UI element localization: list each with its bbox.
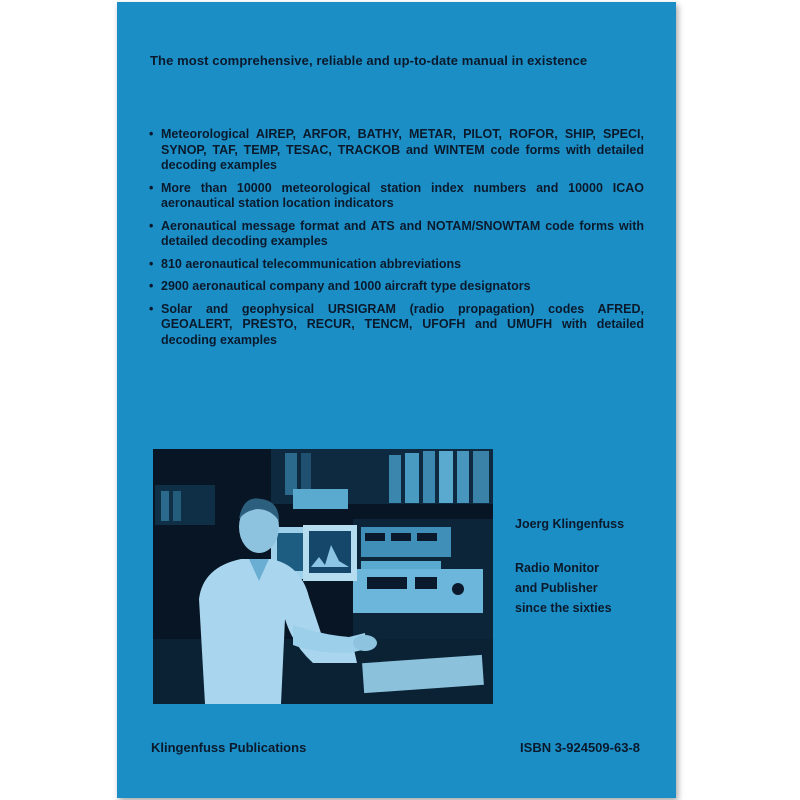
book-back-cover xyxy=(117,2,676,798)
author-name: Joerg Klingenfuss xyxy=(515,517,625,531)
feature-item: • Solar and geophysical URSIGRAM (radio propagation) codes AFRED, GEOALERT, PRESTO, RECUR, TENCM, UFOFH and UMUFH with detailed decoding examples xyxy=(149,302,644,349)
author-role-line: since the sixties xyxy=(515,601,612,615)
publisher-name: Klingenfuss Publications xyxy=(151,740,307,755)
tagline: The most comprehensive, reliable and up-to-date manual in existence xyxy=(150,53,588,68)
isbn: ISBN 3-924509-63-8 xyxy=(520,740,640,755)
author-photo xyxy=(153,449,493,704)
author-role-line: Radio Monitor xyxy=(515,561,600,575)
feature-list xyxy=(149,127,644,355)
feature-item: • Meteorological AIREP, ARFOR, BATHY, METAR, PILOT, ROFOR, SHIP, SPECI, SYNOP, TAF, TEMP, TESAC, TRACKOB and WINTEM code forms with detailed decoding examples xyxy=(149,127,644,174)
feature-item: • More than 10000 meteorological station index numbers and 10000 ICAO aeronautical station location indicators xyxy=(149,181,644,212)
feature-item: • Aeronautical message format and ATS and NOTAM/SNOWTAM code forms with detailed decoding examples xyxy=(149,219,644,250)
feature-item: • 2900 aeronautical company and 1000 aircraft type designators xyxy=(149,279,644,295)
author-role-line: and Publisher xyxy=(515,581,598,595)
feature-item: • 810 aeronautical telecommunication abbreviations xyxy=(149,257,644,273)
author-role xyxy=(515,558,612,618)
